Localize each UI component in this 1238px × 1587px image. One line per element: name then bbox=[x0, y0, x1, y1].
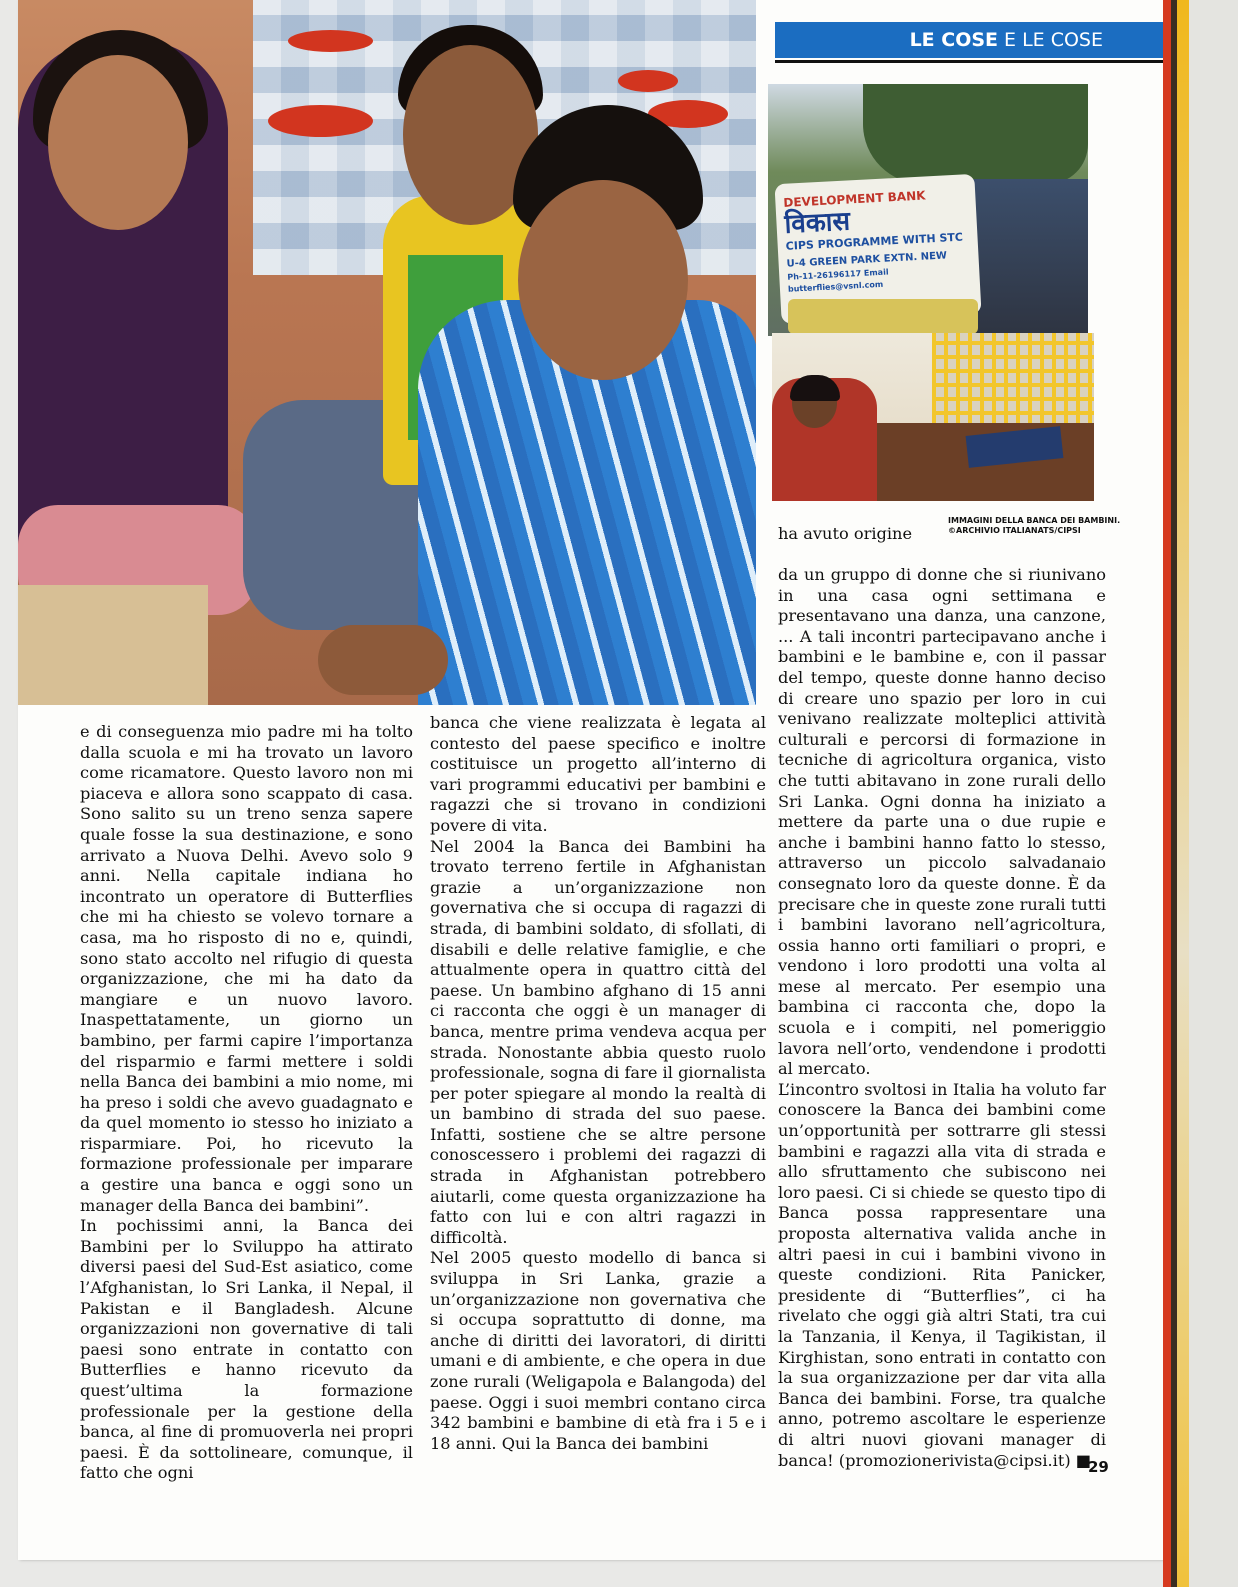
photo-bank-counter bbox=[772, 333, 1094, 501]
paragraph: banca che viene realizzata è legata al contesto del paese specifico e inoltre costituisce un progetto all’interno di vari programmi educativi per bambini e ragazzi che si trovano in condizioni povere di vita. bbox=[430, 713, 766, 835]
edge-strip-yellow bbox=[1177, 0, 1189, 1587]
caption-line-1: IMMAGINI DELLA BANCA DEI BAMBINI. bbox=[948, 516, 1121, 525]
edge-strip-red bbox=[1163, 0, 1171, 1587]
crowd bbox=[973, 179, 1088, 336]
article-column-3 bbox=[778, 565, 1106, 1471]
caption-line-2: ©ARCHIVIO ITALIANATS/CIPSI bbox=[948, 526, 1081, 535]
header-rule bbox=[775, 60, 1163, 63]
section-title-bold: LE COSE bbox=[909, 29, 999, 51]
paragraph: da un gruppo di donne che si riunivano in una casa ogni settimana e presentavano una danza, una canzone, ... A tali incontri partecipavano anche i bambini e le bambine e, con il passar del tempo, queste donne hanno deciso di creare uno spazio per loro in cui venivano realizzate molteplici attività culturali e percorsi di formazione in tecniche di agricoltura organica, visto che tutti abitavano in zone rurali dello Sri Lanka. Ogni donna ha iniziato a mettere da parte una o due rupie e anche i bambini hanno fatto lo stesso, attraverso un piccolo salvadanaio consegnato loro da queste donne. È da precisare che in queste zone rurali tutti i bambini lavorano nell’agricoltura, ossia hanno orti familiari o propri, e vendono i loro prodotti una volta al mese al mercato. Per esempio una bambina ci racconta che, dopo la scuola e i compiti, nel pomeriggio lavora nell’orto, vendendone i prodotti al mercato. bbox=[778, 565, 1106, 1079]
paragraph: Nel 2004 la Banca dei Bambini ha trovato terreno fertile in Afghanistan grazie a un’organizzazione non governativa che si occupa di ragazzi di strada, di bambini soldato, di sfollati, di disabili e delle relative famiglie, e che attualmente opera in quattro città del paese. Un bambino afghano di 15 anni ci racconta che oggi è un manager di banca, mentre prima vendeva acqua per strada. Nonostante abbia questo ruolo professionale, sogna di fare il giornalista per poter spiegare al mondo la realtà di un bambino di strada del suo paese. Infatti, sostiene che se altre persone conoscessero i problemi dei ragazzi di strada in Afghanistan potrebbero aiutarli, come questa organizzazione ha fatto con lui e con altri ragazzi in difficoltà. bbox=[430, 836, 766, 1247]
banner-line-1: DEVELOPMENT BANK bbox=[783, 188, 926, 210]
banner-base bbox=[788, 299, 978, 334]
main-photo-children bbox=[18, 0, 756, 705]
paragraph: Nel 2005 questo modello di banca si sviluppa in Sri Lanka, grazie a un’organizzazione non governativa che si occupa soprattutto di donne, ma anche di diritti dei lavoratori, di diritti umani e di ambiente, e che opera in due zone rurali (Weligapola e Balangoda) del paese. Oggi i suoi membri contano circa 342 bambini e bambine di età fra i 5 e i 18 anni. Qui la Banca dei bambini bbox=[430, 1248, 766, 1453]
plate bbox=[618, 70, 678, 92]
section-header bbox=[775, 22, 1163, 58]
photo-caption bbox=[948, 516, 1148, 536]
article-column-2 bbox=[430, 713, 766, 1454]
scan-margin bbox=[1189, 0, 1238, 1587]
section-title-light: E LE COSE bbox=[1004, 29, 1103, 51]
plate bbox=[288, 30, 373, 52]
tan-trousers bbox=[18, 585, 208, 705]
article-column-3-lead bbox=[778, 524, 943, 545]
photo-bank-banner bbox=[768, 84, 1088, 336]
girl-face bbox=[48, 55, 188, 230]
article-column-1 bbox=[80, 722, 413, 1484]
plate bbox=[268, 105, 373, 137]
paragraph: In pochissimi anni, la Banca dei Bambini per lo Sviluppo ha attirato diversi paesi del Sud-Est asiatico, come l’Afghanistan, lo Sri Lanka, il Nepal, il Pakistan e il Bangladesh. Alcune organizzazioni non governative di tali paesi sono entrate in contatto con Butterflies e hanno ricevuto da quest’ultima la formazione professionale per la gestione della banca, al fine di promuoverla nei propri paesi. È da sottolineare, comunque, il fatto che ogni bbox=[80, 1216, 413, 1483]
paragraph: L’incontro svoltosi in Italia ha voluto far conoscere la Banca dei bambini come un’opportunità per sottrarre gli stessi bambini e ragazzi alla vita di strada e allo sfruttamento che subiscono nei loro paesi. Ci si chiede se questo tipo di Banca possa rappresentare una proposta alternativa valida anche in altri paesi in cui i bambini vivono in queste condizioni. Rita Panicker, presidente di “Butterflies”, ci ha rivelato che oggi già altri Stati, tra cui la Tanzania, il Kenya, il Tagikistan, il Kirghistan, sono entrati in contatto con la sua organizzazione per dar vita alla Banca dei bambini. Forse, tra qualche anno, potremo ascoltare le esperienze di altri nuovi giovani manager di banca! (promozionerivista@cipsi.it) ■ bbox=[778, 1079, 1106, 1470]
tree bbox=[863, 84, 1088, 184]
banner-line-3: CIPS PROGRAMME WITH STC bbox=[785, 230, 964, 253]
page-number: 29 bbox=[1088, 1458, 1109, 1476]
boy2-hand bbox=[318, 625, 448, 695]
banner-line-2: विकास bbox=[783, 206, 851, 240]
paragraph: ha avuto origine bbox=[778, 524, 913, 543]
paragraph: e di conseguenza mio padre mi ha tolto dalla scuola e mi ha trovato un lavoro come ricamatore. Questo lavoro non mi piaceva e allora sono scappato di casa. Sono salito su un treno senza sapere quale fosse la sua destinazione, e sono arrivato a Nuova Delhi. Avevo solo 9 anni. Nella capitale indiana ho incontrato un operatore di Butterflies che mi ha chiesto se volevo tornare a casa, ma ho risposto di no e, quindi, sono stato accolto nel rifugio di questa organizzazione, che mi ha dato da mangiare e un nuovo lavoro. Inaspettatamente, un giorno un bambino, per farmi capire l’importanza del risparmio e farmi mettere i soldi nella Banca dei bambini a mio nome, mi ha preso i soldi che avevo guadagnato e da quel momento io stesso ho iniziato a risparmiare. Poi, ho ricevuto la formazione professionale per imparare a gestire una banca e oggi sono un manager della Banca dei bambini”. bbox=[80, 722, 413, 1215]
boy2-face bbox=[518, 180, 688, 380]
banner-line-5: Ph-11-26196117 Email butterflies@vsnl.com bbox=[787, 267, 889, 294]
banner-line-4: U-4 GREEN PARK EXTN. NEW bbox=[786, 250, 948, 270]
